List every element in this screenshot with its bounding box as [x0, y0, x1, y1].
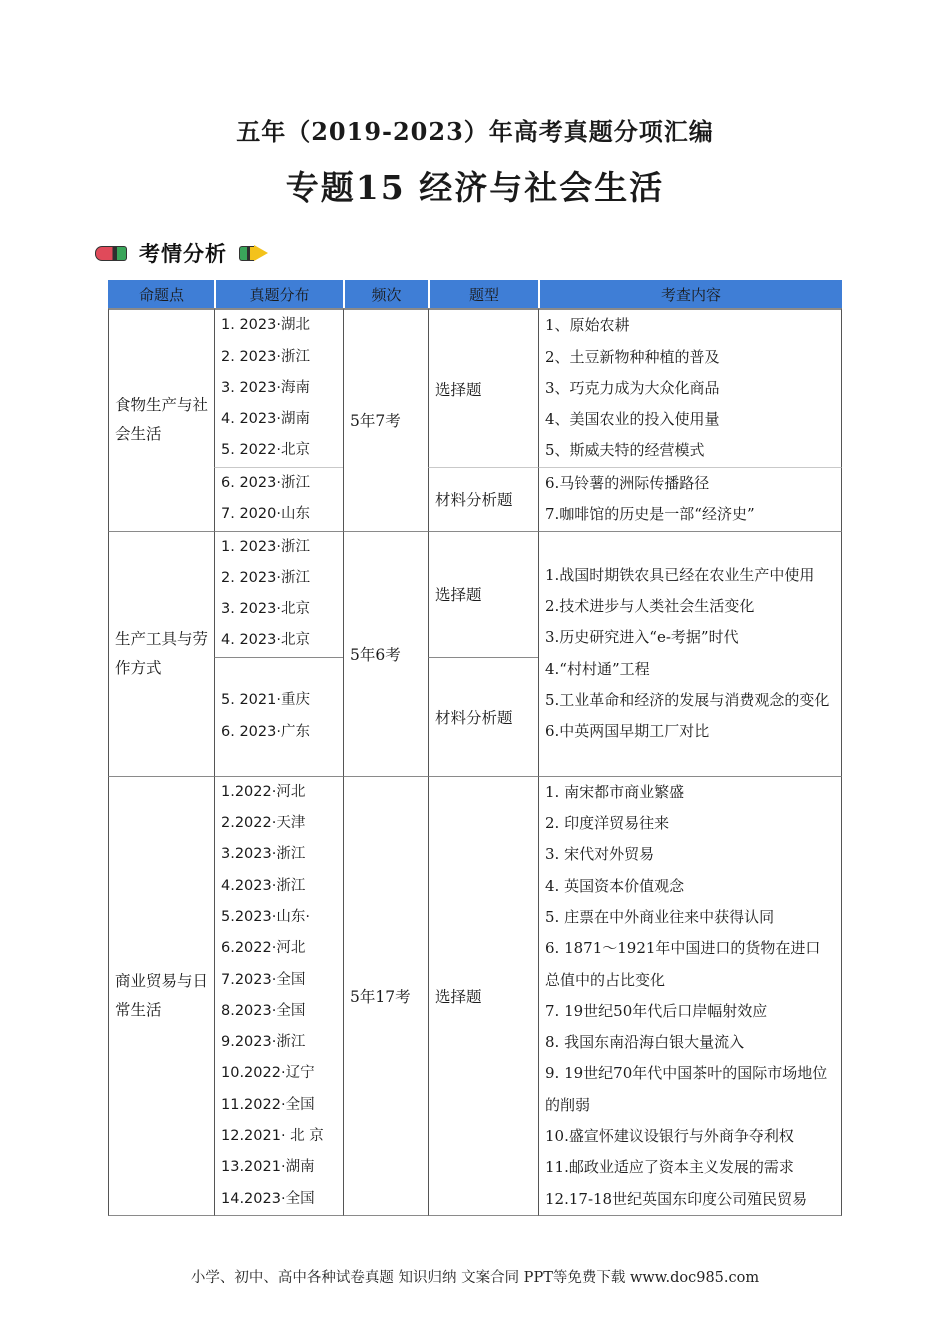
- distribution-item: 1. 2023·湖北: [221, 317, 310, 334]
- content-item: 3. 宋代对外贸易: [545, 845, 655, 864]
- distribution-item: 4. 2023·北京: [221, 632, 310, 649]
- distribution-item: 4. 2023·湖南: [221, 411, 310, 428]
- column-header: 题型: [428, 280, 538, 308]
- distribution-item: 6. 2023·广东: [221, 723, 310, 740]
- distribution-item: 6. 2023·浙江: [221, 475, 310, 491]
- distribution-cell: [214, 658, 343, 777]
- table-row: [108, 777, 842, 1216]
- content-item: 4.“村村通”工程: [545, 659, 650, 678]
- content-item: 5.工业革命和经济的发展与消费观念的变化: [545, 690, 830, 709]
- content-item: 10.盛宣怀建议设银行与外商争夺利权: [545, 1127, 794, 1146]
- table-row: [108, 468, 842, 532]
- distribution-item: 2.2022·天津: [221, 815, 306, 832]
- exam-analysis-table: [108, 280, 842, 1216]
- distribution-item: 4.2023·浙江: [221, 877, 306, 894]
- content-item: 2、土豆新物种种植的普及: [545, 347, 720, 366]
- column-header: 命题点: [108, 280, 214, 308]
- question-type-cell: 选择题: [428, 308, 538, 468]
- distribution-item: 10.2022·辽宁: [221, 1065, 315, 1082]
- distribution-item: 9.2023·浙江: [221, 1034, 306, 1051]
- distribution-item: 5. 2021·重庆: [221, 692, 310, 709]
- column-header: 频次: [343, 280, 428, 308]
- table-row: [108, 532, 842, 658]
- frequency-cell: 5年17考: [343, 777, 428, 1216]
- content-item: 12.17-18世纪英国东印度公司殖民贸易: [545, 1189, 808, 1208]
- content-item: 6. 1871～1921年中国进口的货物在进口总值中的占比变化: [545, 939, 821, 989]
- content-cell: [538, 308, 842, 468]
- topic-cell: 生产工具与劳作方式: [108, 532, 214, 777]
- distribution-item: 12.2021· 北 京: [221, 1128, 324, 1145]
- content-item: 1.战国时期铁农具已经在农业生产中使用: [545, 565, 815, 584]
- distribution-item: 7.2023·全国: [221, 971, 306, 988]
- topic-title: 专题15 经济与社会生活: [285, 168, 665, 207]
- distribution-item: 3. 2023·海南: [221, 379, 310, 396]
- content-item: 8. 我国东南沿海白银大量流入: [545, 1033, 745, 1052]
- distribution-item: 5. 2022·北京: [221, 442, 310, 459]
- content-item: 2. 印度洋贸易往来: [545, 814, 670, 833]
- question-type-cell: 选择题: [428, 532, 538, 658]
- topic-cell: 商业贸易与日常生活: [108, 777, 214, 1216]
- content-item: 5、斯威夫特的经营模式: [545, 441, 705, 460]
- content-item: 4. 英国资本价值观念: [545, 876, 685, 895]
- pencil-tip-icon: [239, 245, 268, 261]
- distribution-item: 5.2023·山东·: [221, 908, 310, 925]
- topic-cell: 食物生产与社会生活: [108, 308, 214, 532]
- series-title: 五年（2019-2023）年高考真题分项汇编: [236, 117, 714, 146]
- content-cell: [538, 777, 842, 1216]
- distribution-item: 13.2021·湖南: [221, 1159, 315, 1176]
- content-item: 6.中英两国早期工厂对比: [545, 722, 710, 741]
- distribution-item: 14.2023·全国: [221, 1190, 315, 1207]
- distribution-item: 11.2022·全国: [221, 1096, 315, 1113]
- distribution-cell: [214, 468, 343, 532]
- content-item: 7.咖啡馆的历史是一部“经济史”: [545, 505, 755, 524]
- distribution-item: 3.2023·浙江: [221, 846, 306, 863]
- section-label: 考情分析: [139, 242, 227, 266]
- content-item: 11.邮政业适应了资本主义发展的需求: [545, 1158, 794, 1177]
- content-item: 9. 19世纪70年代中国茶叶的国际市场地位的削弱: [545, 1064, 828, 1114]
- column-header: 考查内容: [538, 280, 842, 308]
- content-item: 4、美国农业的投入使用量: [545, 410, 720, 429]
- content-item: 2.技术进步与人类社会生活变化: [545, 597, 755, 616]
- frequency-cell: 5年6考: [343, 532, 428, 777]
- section-header: [95, 238, 268, 268]
- question-type-cell: 材料分析题: [428, 468, 538, 532]
- content-item: 3、巧克力成为大众化商品: [545, 378, 720, 397]
- distribution-item: 7. 2020·山东: [221, 506, 310, 523]
- frequency-cell: 5年7考: [343, 308, 428, 532]
- content-item: 3.历史研究进入“e-考据”时代: [545, 628, 739, 647]
- distribution-item: 2. 2023·浙江: [221, 348, 310, 365]
- content-item: 5. 庄票在中外商业往来中获得认同: [545, 907, 775, 926]
- question-type-cell: 材料分析题: [428, 658, 538, 777]
- pencil-icon: [95, 246, 127, 261]
- distribution-item: 8.2023·全国: [221, 1002, 306, 1019]
- distribution-item: 3. 2023·北京: [221, 601, 310, 618]
- content-item: 7. 19世纪50年代后口岸幅射效应: [545, 1001, 768, 1020]
- footer-text: 小学、初中、高中各种试卷真题 知识归纳 文案合同 PPT等免费下载 www.doc985.com: [190, 1270, 760, 1286]
- table-header-row: [108, 280, 842, 308]
- distribution-cell: [214, 308, 343, 468]
- content-item: 1、原始农耕: [545, 316, 630, 335]
- distribution-item: 6.2022·河北: [221, 940, 306, 957]
- distribution-cell: [214, 777, 343, 1216]
- distribution-item: 1.2022·河北: [221, 783, 306, 800]
- distribution-cell: [214, 532, 343, 658]
- content-cell: [538, 532, 842, 777]
- content-cell: [538, 468, 842, 532]
- table-row: [108, 308, 842, 468]
- content-item: 6.马铃薯的洲际传播路径: [545, 474, 710, 492]
- content-item: 1. 南宋都市商业繁盛: [545, 782, 685, 801]
- question-type-cell: 选择题: [428, 777, 538, 1216]
- column-header: 真题分布: [214, 280, 343, 308]
- distribution-item: 2. 2023·浙江: [221, 569, 310, 586]
- distribution-item: 1. 2023·浙江: [221, 538, 310, 555]
